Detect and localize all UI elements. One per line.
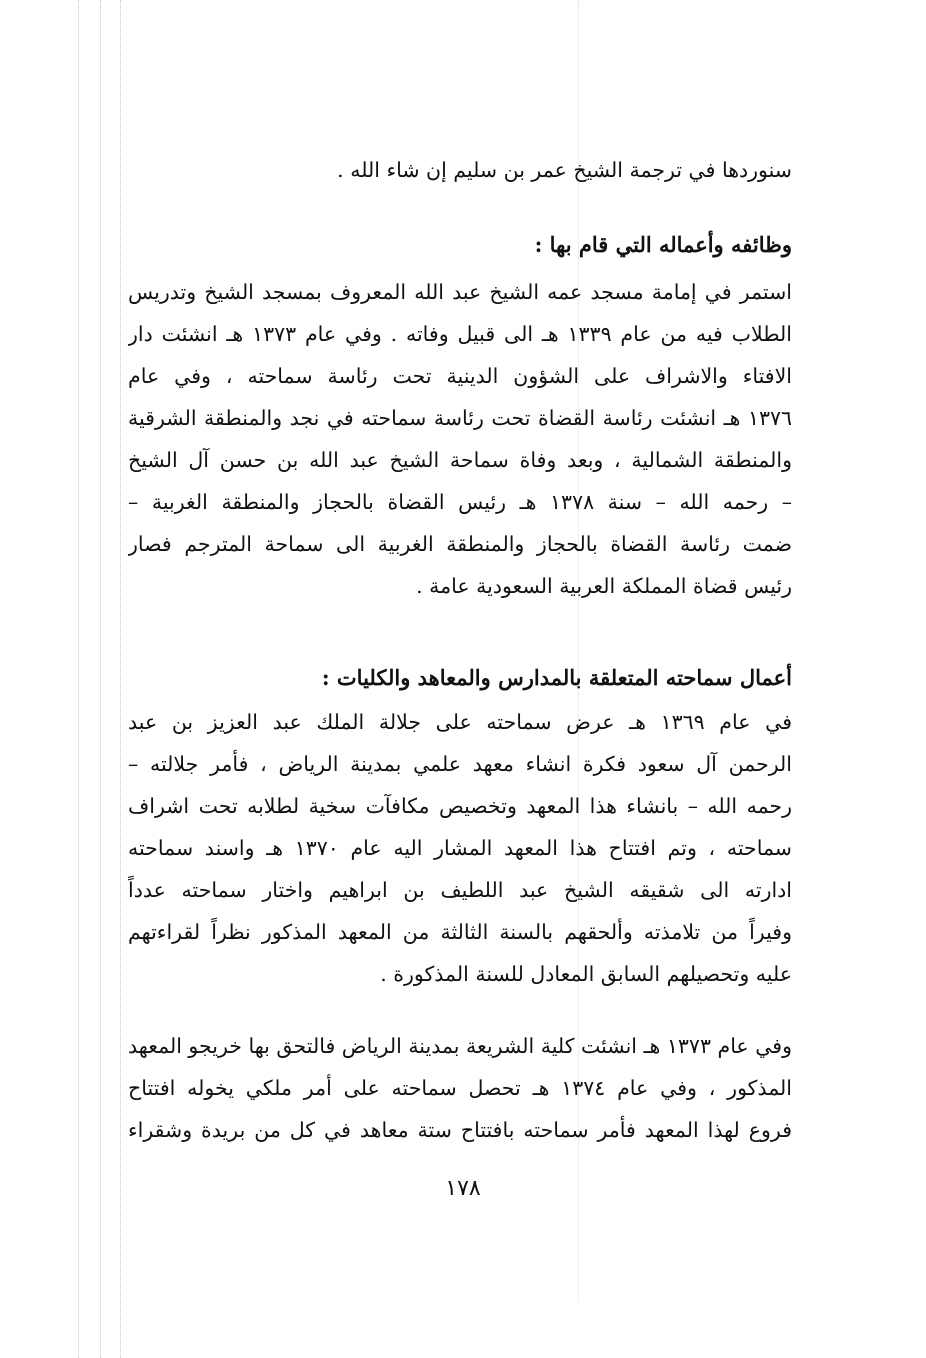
- text-line: رئيس قضاة المملكة العربية السعودية عامة .: [416, 574, 792, 598]
- scan-artifact-left-2: [100, 0, 101, 1358]
- text-line: الافتاء والاشراف على الشؤون الدينية تحت رئاسة سماحته ، وفي عام: [128, 364, 792, 388]
- text-line: وفي عام ١٣٧٣ هـ انشئت كلية الشريعة بمدينة الرياض فالتحق بها خريجو المعهد: [128, 1034, 792, 1058]
- text-line: ادارته الى شقيقه الشيخ عبد اللطيف بن ابراهيم واختار سماحته عدداً: [128, 878, 792, 902]
- paragraph-college: [128, 1026, 792, 1156]
- text-line: عليه وتحصيلهم السابق المعادل للسنة المذكورة .: [380, 962, 792, 986]
- text-line: رحمه الله – بانشاء هذا المعهد وتخصيص مكافآت سخية لطلابه تحت اشراف: [128, 794, 792, 818]
- text-line: المذكور ، وفي عام ١٣٧٤ هـ تحصل سماحته على أمر ملكي يخوله افتتاح: [128, 1076, 792, 1100]
- text-line: وفيراً من تلامذته وألحقهم بالسنة الثالثة من المعهد المذكور نظراً لقراءتهم: [128, 920, 792, 944]
- text-line: سماحته ، وتم افتتاح هذا المعهد المشار اليه عام ١٣٧٠ هـ واسند سماحته: [128, 836, 792, 860]
- text-line: فروع لهذا المعهد فأمر سماحته بافتتاح ستة معاهد في كل من بريدة وشقراء: [128, 1118, 792, 1142]
- section-heading-schools: أعمال سماحته المتعلقة بالمدارس والمعاهد والكليات :: [321, 665, 792, 690]
- page-number: ١٧٨: [445, 1176, 481, 1201]
- text-line: ضمت رئاسة القضاة بالحجاز والمنطقة الغربية الى سماحة المترجم فصار: [128, 532, 792, 556]
- text-line: الطلاب فيه من عام ١٣٣٩ هـ الى قبيل وفاته . وفي عام ١٣٧٣ هـ انشئت دار: [128, 322, 792, 346]
- paragraph-duties: [128, 272, 792, 612]
- text-line: في عام ١٣٦٩ هـ عرض سماحته على جلالة الملك عبد العزيز بن عبد: [128, 710, 792, 734]
- paragraph-schools: [128, 702, 792, 1002]
- section-heading-duties: وظائفه وأعماله التي قام بها :: [534, 232, 792, 257]
- text-line: – رحمه الله – سنة ١٣٧٨ هـ رئيس القضاة بالحجاز والمنطقة الغربية –: [128, 490, 792, 514]
- text-line: والمنطقة الشمالية ، وبعد وفاة سماحة الشيخ عبد الله بن حسن آل الشيخ: [128, 448, 792, 472]
- scan-artifact-left-3: [120, 0, 121, 1358]
- text-line: استمر في إمامة مسجد عمه الشيخ عبد الله المعروف بمسجد الشيخ وتدريس: [128, 280, 792, 304]
- opening-line: سنوردها في ترجمة الشيخ عمر بن سليم إن شاء الله .: [337, 158, 792, 182]
- text-line: الرحمن آل سعود فكرة انشاء معهد علمي بمدينة الرياض ، فأمر جلالته –: [128, 752, 792, 776]
- scan-artifact-left-1: [78, 0, 79, 1358]
- text-line: ١٣٧٦ هـ انشئت رئاسة القضاة تحت رئاسة سماحته في نجد والمنطقة الشرقية: [128, 406, 792, 430]
